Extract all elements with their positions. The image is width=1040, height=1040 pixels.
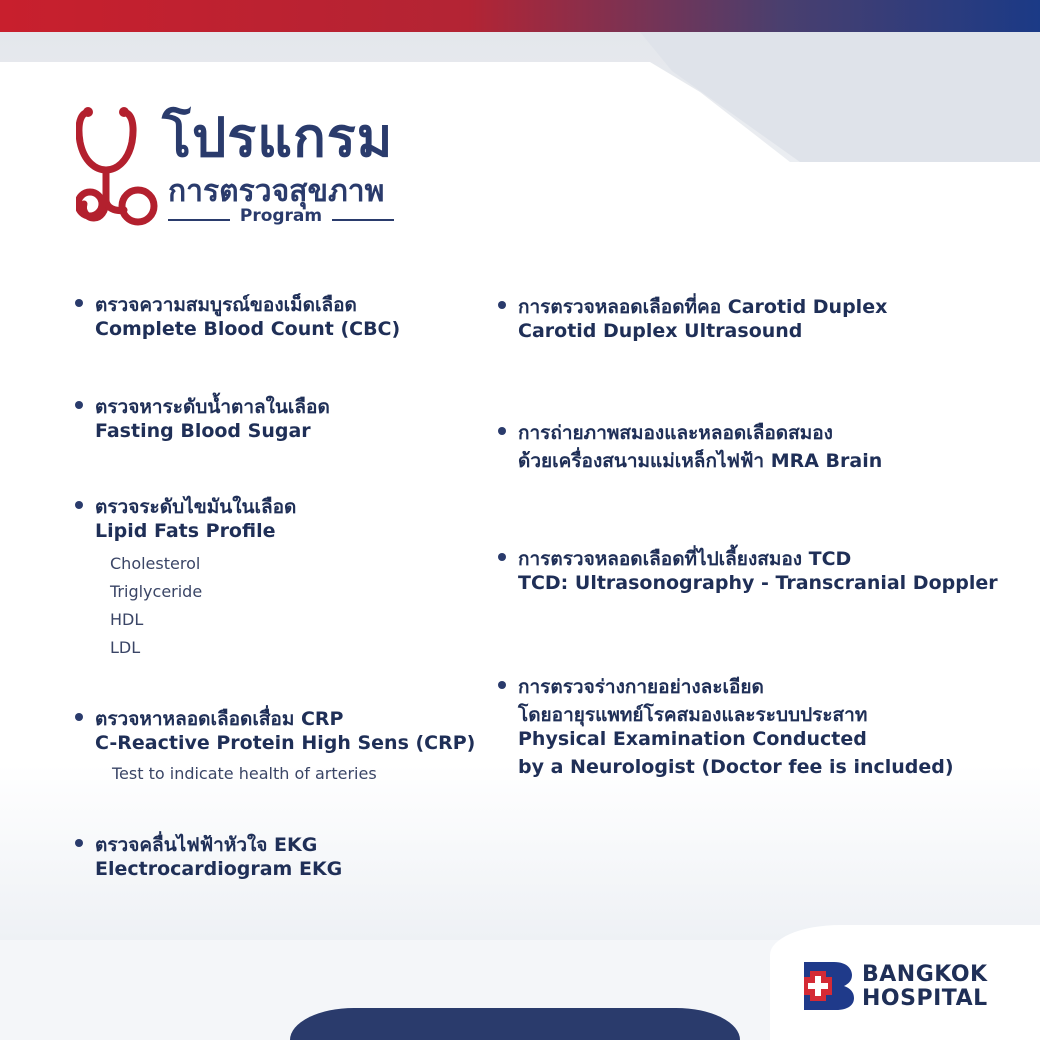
bullet-icon — [75, 839, 83, 847]
item-subline: Test to indicate health of arteries — [112, 764, 377, 783]
item-line-1: การตรวจหลอดเลือดที่ไปเลี้ยงสมอง TCD — [518, 548, 852, 570]
brand-line-1: BANGKOK — [862, 962, 988, 987]
item-line-2: TCD: Ultrasonography - Transcranial Doppler — [518, 572, 998, 594]
bullet-icon — [498, 427, 506, 435]
top-gradient-bar — [0, 0, 1040, 32]
list-item-neuro-exam — [498, 672, 1018, 788]
brand-line-2: HOSPITAL — [862, 986, 988, 1011]
item-title-en: Complete Blood Count (CBC) — [95, 318, 401, 340]
left-column — [75, 290, 495, 890]
item-subline: Cholesterol — [110, 554, 201, 573]
item-subline: HDL — [110, 610, 144, 629]
item-title-en: Fasting Blood Sugar — [95, 420, 311, 442]
item-title-th: ตรวจหาหลอดเลือดเสื่อม CRP — [95, 708, 344, 730]
bullet-icon — [498, 681, 506, 689]
bangkok-hospital-logo-icon — [804, 962, 854, 1010]
item-title-en: C-Reactive Protein High Sens (CRP) — [95, 732, 476, 754]
item-title-en: Lipid Fats Profile — [95, 520, 276, 542]
list-item-carotid — [498, 292, 1018, 352]
item-title-th: ตรวจคลื่นไฟฟ้าหัวใจ EKG — [95, 834, 318, 856]
item-line-2: โดยอายุรแพทย์โรคสมองและระบบประสาท — [518, 704, 868, 726]
item-title-en: Electrocardiogram EKG — [95, 858, 343, 880]
list-item-ekg — [75, 830, 495, 890]
right-column — [498, 292, 1018, 792]
list-item-cbc — [75, 290, 495, 350]
item-line-3: Physical Examination Conducted — [518, 728, 867, 750]
bangkok-hospital-logo — [804, 962, 1014, 1012]
page-title: โปรแกรม — [162, 106, 394, 169]
item-line-4: by a Neurologist (Doctor fee is included) — [518, 756, 954, 778]
item-title-th: ตรวจหาระดับน้ำตาลในเลือด — [95, 396, 330, 418]
bullet-icon — [498, 301, 506, 309]
list-item-mra — [498, 418, 1018, 478]
bottom-navy-shape — [290, 1008, 740, 1040]
item-line-2: Carotid Duplex Ultrasound — [518, 320, 803, 342]
stethoscope-icon — [76, 100, 166, 230]
bullet-icon — [498, 553, 506, 561]
item-line-1: การถ่ายภาพสมองและหลอดเลือดสมอง — [518, 422, 833, 444]
item-subline: Triglyceride — [110, 582, 203, 601]
list-item-fbs — [75, 392, 495, 452]
divider-line-right — [332, 219, 394, 221]
item-line-1: การตรวจหลอดเลือดที่คอ Carotid Duplex — [518, 296, 888, 318]
bullet-icon — [75, 713, 83, 721]
bullet-icon — [75, 401, 83, 409]
bullet-icon — [75, 501, 83, 509]
list-item-crp — [75, 704, 495, 794]
page-subtitle: การตรวจสุขภาพ — [168, 174, 385, 209]
program-header — [76, 100, 416, 240]
program-label: Program — [239, 206, 323, 226]
program-divider — [168, 206, 394, 232]
bullet-icon — [75, 299, 83, 307]
list-item-tcd — [498, 544, 1018, 604]
item-line-1: การตรวจร่างกายอย่างละเอียด — [518, 676, 764, 698]
item-line-2: ด้วยเครื่องสนามแม่เหล็กไฟฟ้า MRA Brain — [518, 450, 883, 472]
item-subline: LDL — [110, 638, 141, 657]
list-item-lipid — [75, 492, 495, 662]
item-title-th: ตรวจความสมบูรณ์ของเม็ดเลือด — [95, 294, 357, 316]
item-title-th: ตรวจระดับไขมันในเลือด — [95, 496, 297, 518]
